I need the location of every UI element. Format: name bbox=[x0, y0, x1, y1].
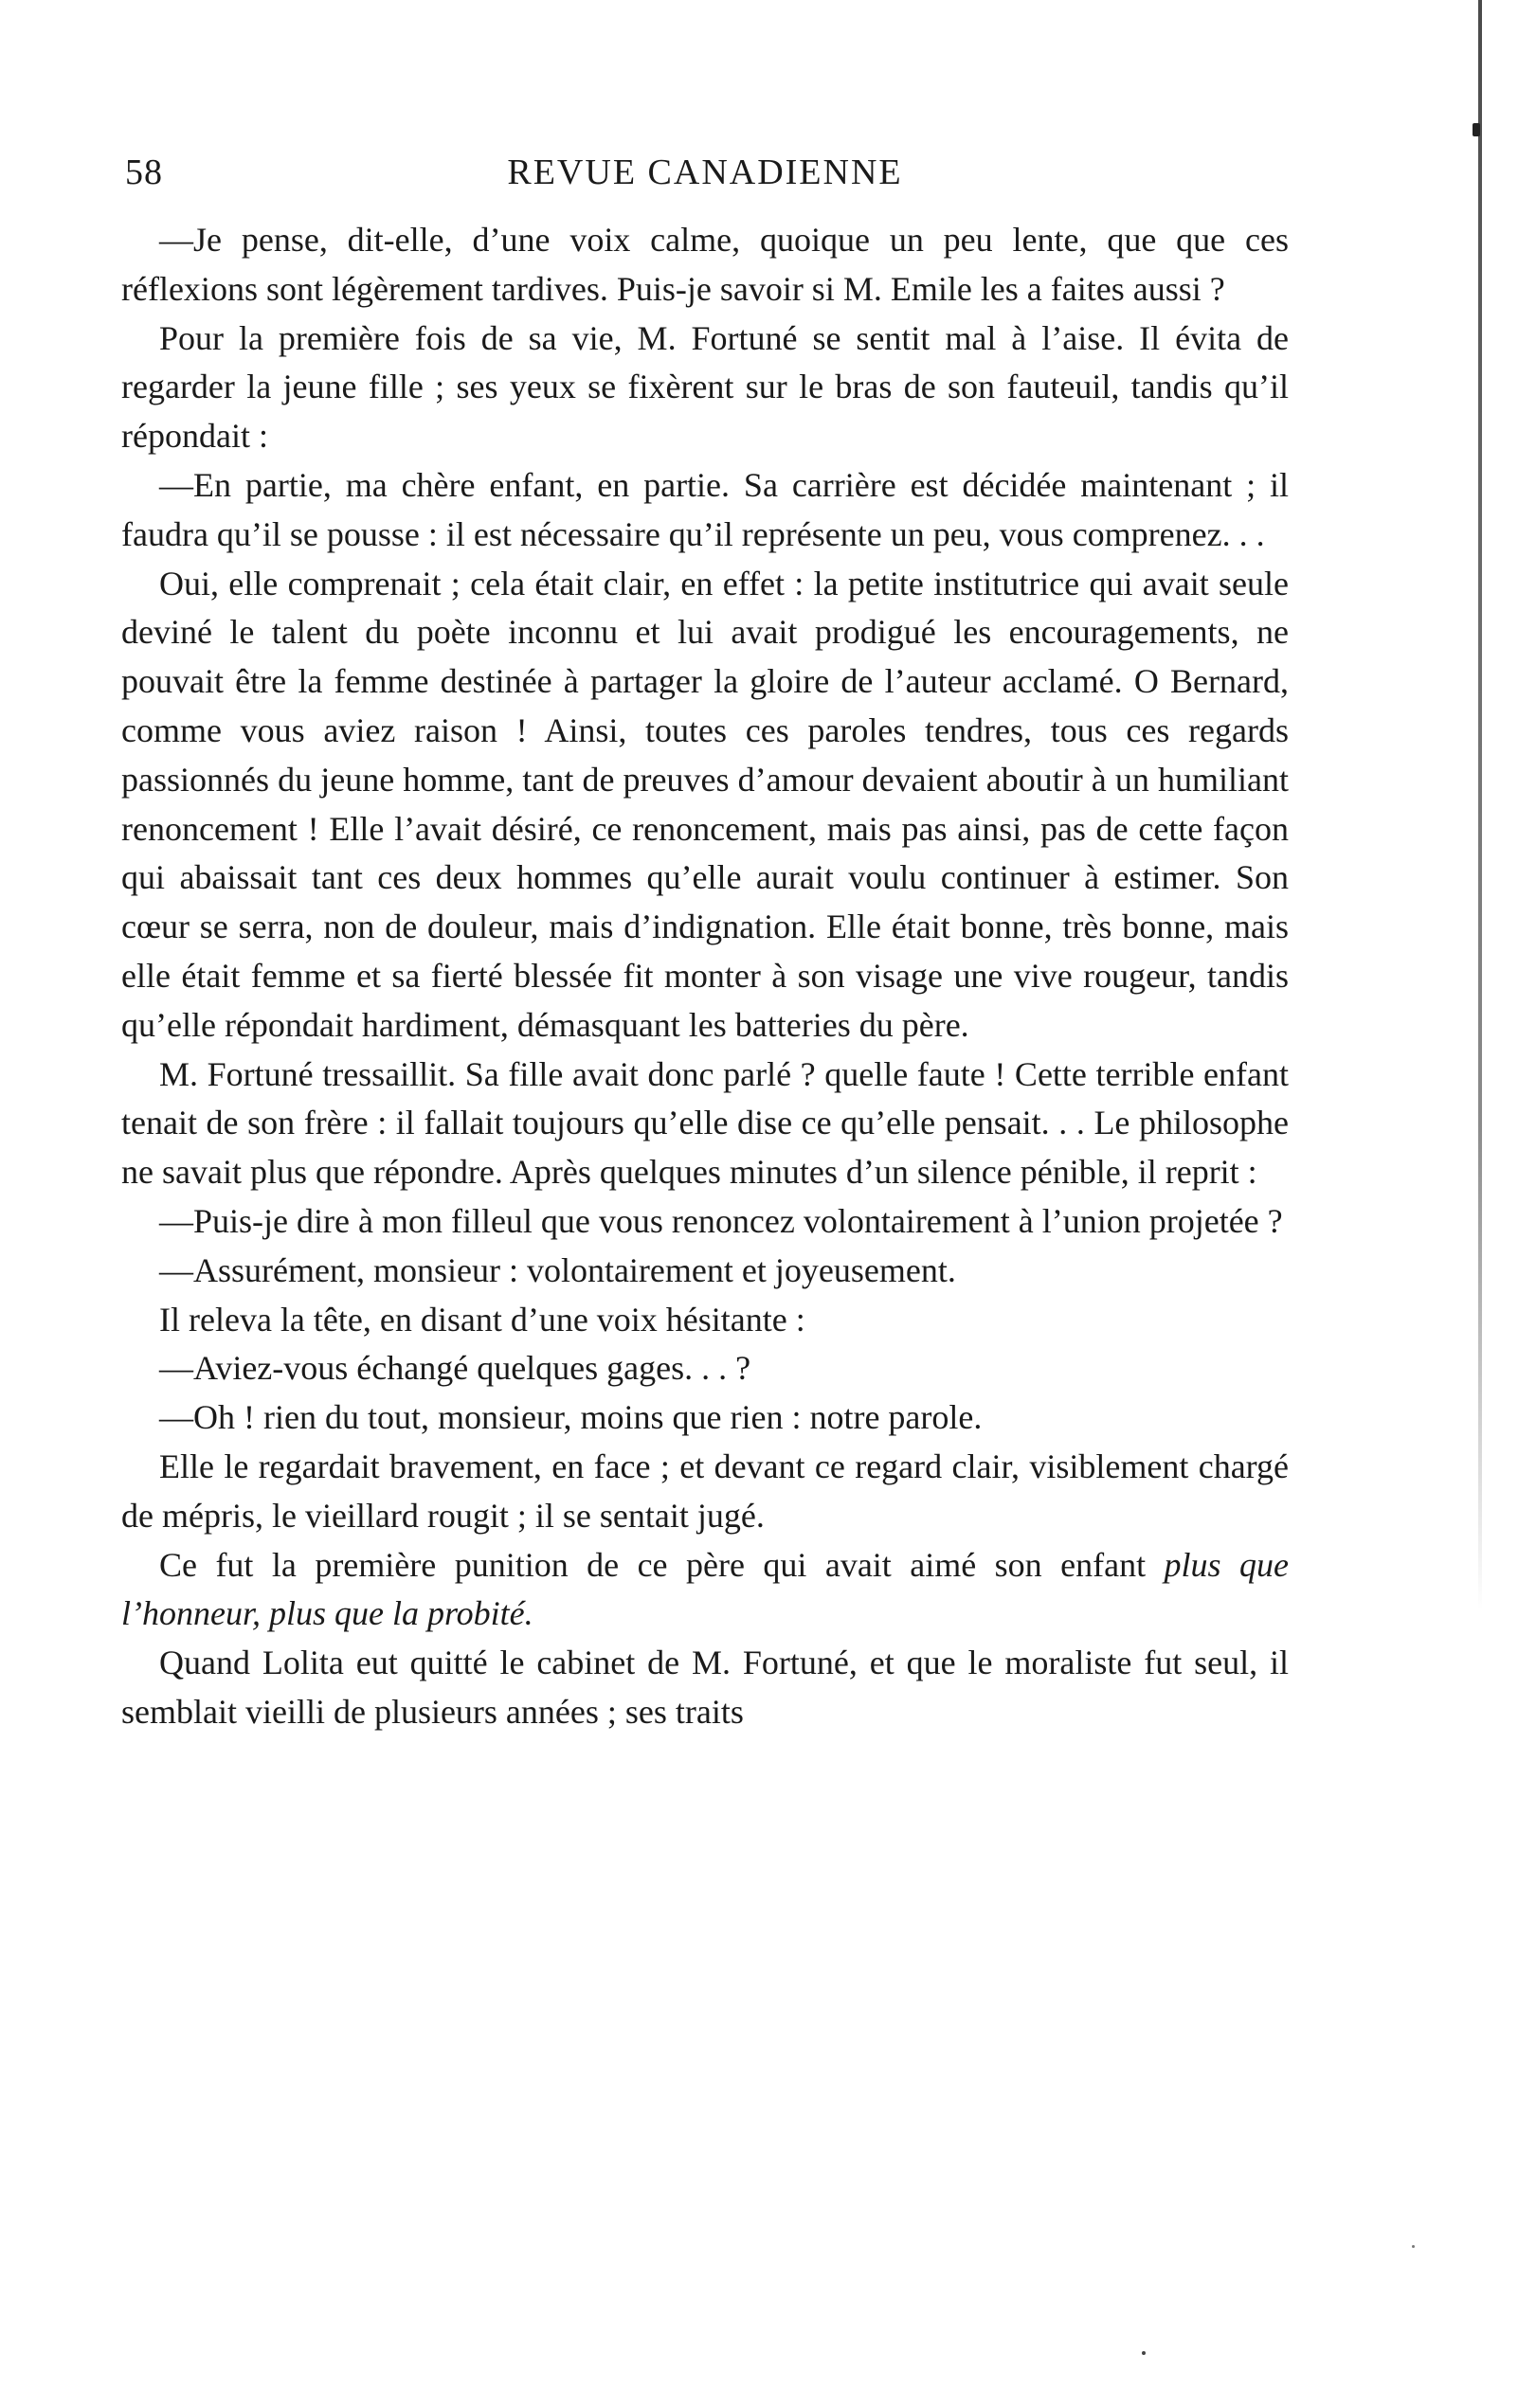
punishment-lead: Ce fut la première punition de ce père qui avait aimé son enfant bbox=[159, 1545, 1147, 1584]
scan-speck bbox=[1142, 2351, 1146, 2355]
paragraph: Elle le regardait bravement, en face ; et devant ce regard clair, visiblement chargé de mépris, le vieillard rougit ; il se sentait jugé. bbox=[121, 1447, 1289, 1535]
body-text bbox=[121, 216, 1289, 1737]
paragraph: Il releva la tête, en disant d’une voix hésitante : bbox=[159, 1300, 805, 1339]
paragraph-punishment bbox=[121, 1541, 1289, 1640]
running-head bbox=[121, 152, 1289, 208]
journal-title: REVUE CANADIENNE bbox=[507, 153, 903, 192]
scan-edge-shadow bbox=[1478, 0, 1482, 1610]
paragraph: —En partie, ma chère enfant, en partie. Sa carrière est décidée maintenant ; il faudra qu’il se pousse : il est nécessaire qu’il représente un peu, vous comprenez. . . bbox=[121, 465, 1289, 553]
punishment-italic: plus que l’honneur, plus que la probité. bbox=[121, 1545, 1289, 1633]
scan-edge-mark bbox=[1473, 123, 1480, 136]
paragraph: —Oh ! rien du tout, monsieur, moins que rien : notre parole. bbox=[159, 1398, 983, 1437]
paragraph: —Je pense, dit-elle, d’une voix calme, quoique un peu lente, que que ces réflexions sont légèrement tardives. Puis-je savoir si M. Emile les a faites aussi ? bbox=[121, 221, 1289, 308]
paragraph: Oui, elle comprenait ; cela était clair, en effet : la petite institutrice qui avait seule deviné le talent du poète inconnu et lui avait prodigué les encouragements, ne pouvait être la femme destinée à partager la gloire de l’auteur acclamé. O Bernard, comme vous aviez raison ! Ainsi, toutes ces paroles tendres, tous ces regards passionnés du jeune homme, tant de preuves d’amour devaient aboutir à un humiliant renoncement ! Elle l’avait désiré, ce renoncement, mais pas ainsi, pas de cette façon qui abaissait tant ces deux hommes qu’elle aurait voulu continuer à estimer. Son cœur se serra, non de douleur, mais d’indignation. Elle était bonne, très bonne, mais elle était femme et sa fierté blessée fit monter à son visage une vive rougeur, tandis qu’elle répondait hardiment, démasquant les batteries du père. bbox=[121, 564, 1289, 1044]
paragraph: —Aviez-vous échangé quelques gages. . . ? bbox=[159, 1349, 751, 1388]
paragraph: —Puis-je dire à mon filleul que vous renoncez volontairement à l’union projetée ? bbox=[159, 1201, 1283, 1240]
page-number: 58 bbox=[125, 153, 163, 192]
paragraph: Pour la première fois de sa vie, M. Fortuné se sentit mal à l’aise. Il évita de regarder la jeune fille ; ses yeux se fixèrent sur le bras de son fauteuil, tandis qu’il répondait : bbox=[121, 318, 1289, 456]
paragraph: M. Fortuné tressaillit. Sa fille avait donc parlé ? quelle faute ! Cette terrible enfant tenait de son frère : il fallait toujours qu’elle dise ce qu’elle pensait. . . Le philosophe ne savait plus que répondre. Après quelques minutes d’un silence pénible, il reprit : bbox=[121, 1054, 1289, 1192]
book-page bbox=[121, 152, 1289, 1737]
paragraph-last: Quand Lolita eut quitté le cabinet de M. Fortuné, et que le moraliste fut seul, il semblait vieilli de plusieurs années ; ses traits bbox=[121, 1644, 1289, 1731]
paragraph: —Assurément, monsieur : volontairement et joyeusement. bbox=[159, 1250, 956, 1289]
scan-speck bbox=[1412, 2245, 1415, 2248]
